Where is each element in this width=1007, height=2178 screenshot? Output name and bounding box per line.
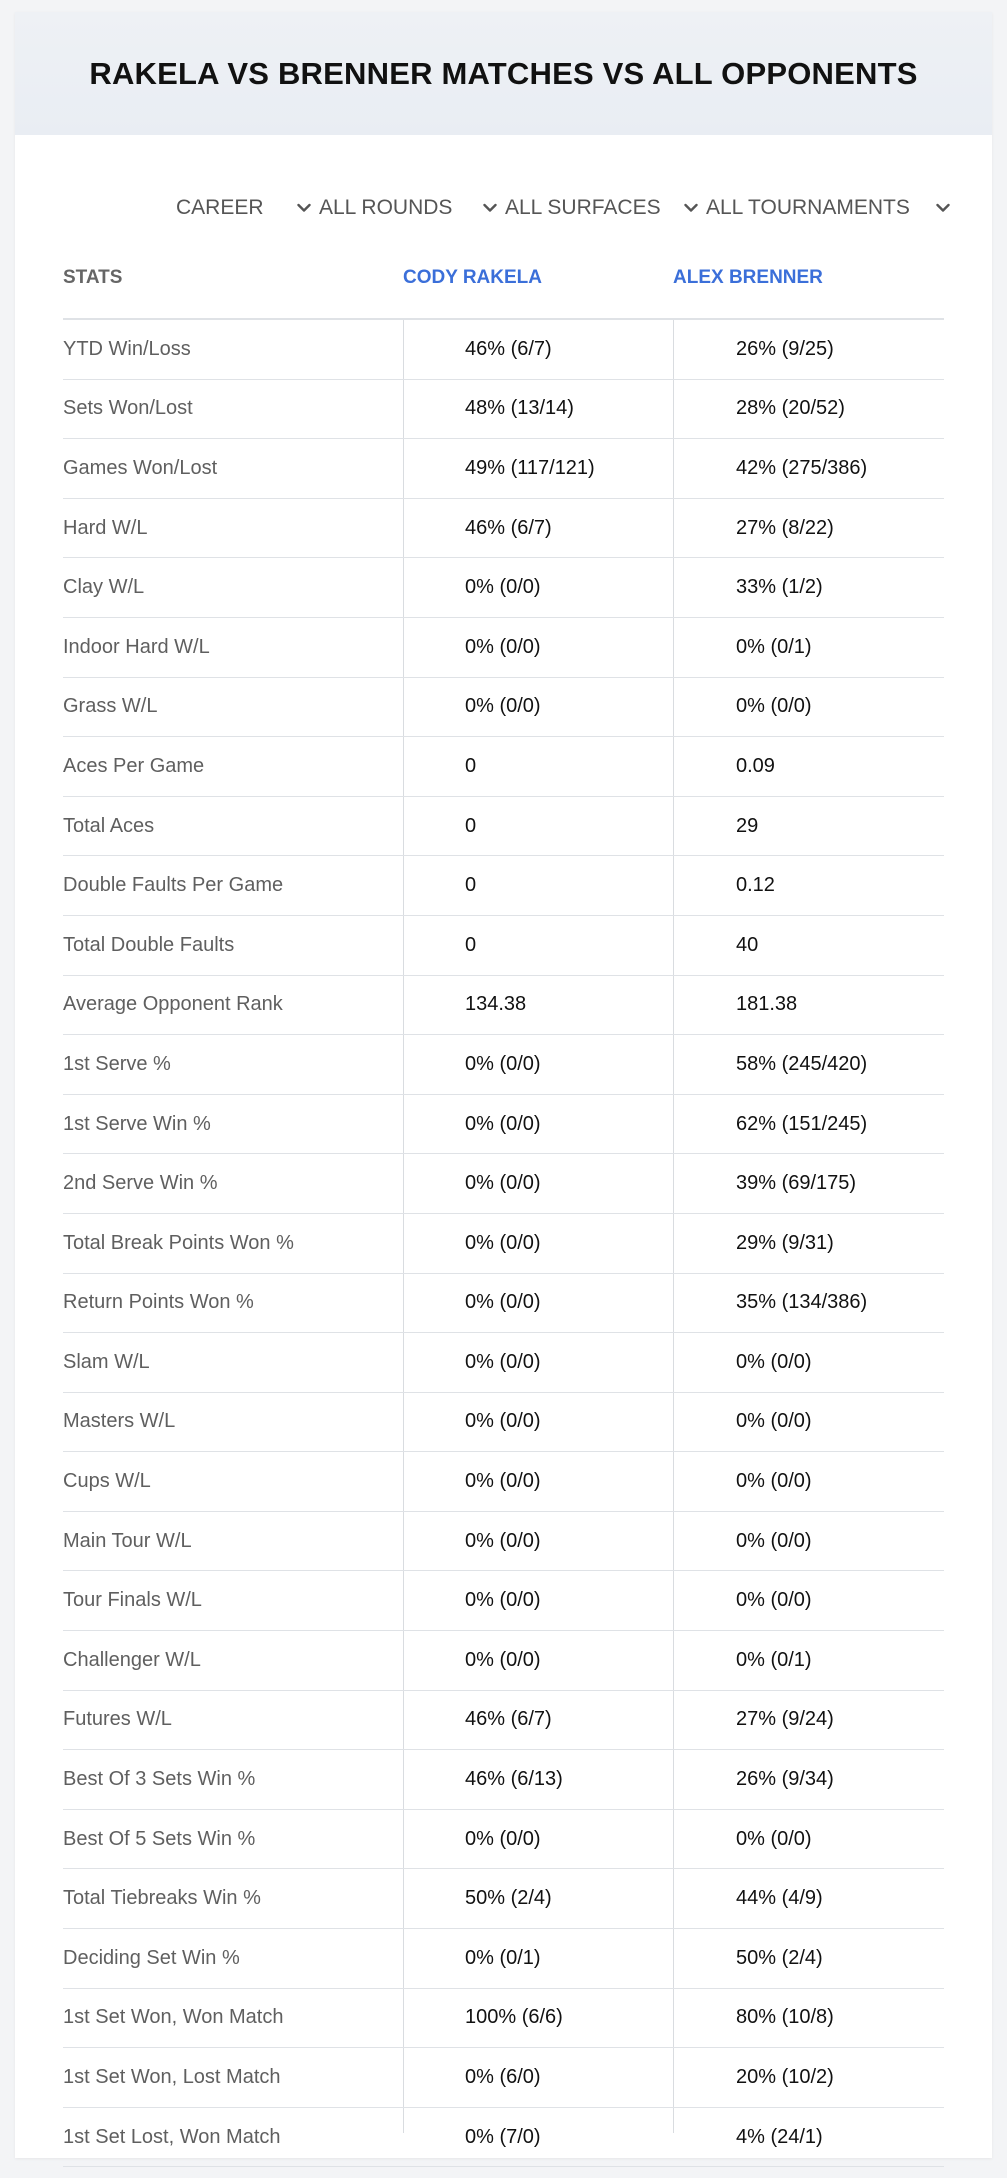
table-row xyxy=(63,1989,944,2049)
table-row xyxy=(63,1631,944,1691)
player-1-value: 0% (0/0) xyxy=(465,1470,541,1493)
row-label: Double Faults Per Game xyxy=(63,874,284,897)
row-label: Challenger W/L xyxy=(63,1648,201,1671)
table-row xyxy=(63,1929,944,1989)
table-header xyxy=(63,238,944,320)
row-label: Clay W/L xyxy=(63,576,145,599)
player-2-value: 181.38 xyxy=(736,993,798,1016)
row-label: 1st Set Won, Won Match xyxy=(63,2006,284,2029)
player-2-value: 58% (245/420) xyxy=(736,1052,868,1075)
table-row xyxy=(63,1869,944,1929)
player-2-value: 50% (2/4) xyxy=(736,1946,823,1969)
player-2-value: 0.12 xyxy=(736,874,775,897)
player-1-value: 134.38 xyxy=(465,993,527,1016)
player-1-value: 0% (0/0) xyxy=(465,1648,541,1671)
table-body xyxy=(63,320,944,2167)
player-1-value: 0% (0/0) xyxy=(465,635,541,658)
table-row xyxy=(63,797,944,857)
row-label: Masters W/L xyxy=(63,1410,176,1433)
table-row xyxy=(63,1154,944,1214)
player-1-value: 0% (6/0) xyxy=(465,2066,541,2089)
row-label: 2nd Serve Win % xyxy=(63,1172,218,1195)
table-row xyxy=(63,1750,944,1810)
player-1-value: 0% (0/0) xyxy=(465,1112,541,1135)
filter-rounds-select[interactable] xyxy=(319,180,499,236)
table-row xyxy=(63,1571,944,1631)
table-row xyxy=(63,1810,944,1870)
stats-card xyxy=(15,12,992,2158)
player-2-value: 0.09 xyxy=(736,754,775,777)
player-2-value: 27% (8/22) xyxy=(736,516,834,539)
row-label: Cups W/L xyxy=(63,1470,151,1493)
player-2-value: 4% (24/1) xyxy=(736,2125,823,2148)
row-label: Grass W/L xyxy=(63,695,158,718)
player-2-value: 0% (0/1) xyxy=(736,635,812,658)
table-row xyxy=(63,1393,944,1453)
player-1-value: 0% (0/1) xyxy=(465,1946,541,1969)
player-2-value: 0% (0/0) xyxy=(736,1350,812,1373)
player-1-value: 46% (6/7) xyxy=(465,1708,552,1731)
filter-tournaments-select[interactable] xyxy=(706,180,952,236)
table-row xyxy=(63,439,944,499)
player-2-value: 44% (4/9) xyxy=(736,1887,823,1910)
row-label: Slam W/L xyxy=(63,1350,150,1373)
row-label: Return Points Won % xyxy=(63,1291,254,1314)
row-label: Futures W/L xyxy=(63,1708,172,1731)
row-label: Deciding Set Win % xyxy=(63,1946,240,1969)
player-2-value: 33% (1/2) xyxy=(736,576,823,599)
table-row xyxy=(63,558,944,618)
player-2-value: 80% (10/8) xyxy=(736,2006,834,2029)
player-2-value: 35% (134/386) xyxy=(736,1291,868,1314)
player-2-value: 27% (9/24) xyxy=(736,1708,834,1731)
player-2-value: 0% (0/0) xyxy=(736,695,812,718)
row-label: Games Won/Lost xyxy=(63,456,218,479)
filter-surfaces-select[interactable] xyxy=(505,180,700,236)
filter-tournaments-label: ALL TOURNAMENTS xyxy=(706,196,910,219)
page-title: RAKELA VS BRENNER MATCHES VS ALL OPPONENTS xyxy=(89,55,918,91)
table-row xyxy=(63,1512,944,1572)
row-label: Total Double Faults xyxy=(63,933,235,956)
player-1-value: 46% (6/7) xyxy=(465,337,552,360)
player-1-value: 46% (6/7) xyxy=(465,516,552,539)
player-1-value: 0% (0/0) xyxy=(465,1172,541,1195)
table-row xyxy=(63,618,944,678)
table-row xyxy=(63,1274,944,1334)
filter-career-select[interactable] xyxy=(176,180,313,236)
chevron-down-icon xyxy=(295,199,313,217)
row-label: Tour Finals W/L xyxy=(63,1589,202,1612)
table-row xyxy=(63,1095,944,1155)
player-1-value: 0 xyxy=(465,874,477,897)
row-label: Indoor Hard W/L xyxy=(63,635,210,658)
table-row xyxy=(63,380,944,440)
player-1-value: 0% (0/0) xyxy=(465,1052,541,1075)
player-2-value: 26% (9/34) xyxy=(736,1768,834,1791)
player-1-value: 0% (0/0) xyxy=(465,576,541,599)
row-label: Hard W/L xyxy=(63,516,148,539)
chevron-down-icon xyxy=(682,199,700,217)
row-label: Total Tiebreaks Win % xyxy=(63,1887,261,1910)
chevron-down-icon xyxy=(481,199,499,217)
row-label: Sets Won/Lost xyxy=(63,397,193,420)
player-1-value: 0% (0/0) xyxy=(465,1350,541,1373)
player-1-value: 48% (13/14) xyxy=(465,397,574,420)
row-label: 1st Serve % xyxy=(63,1052,171,1075)
player-1-value: 0 xyxy=(465,814,477,837)
player-2-value: 0% (0/0) xyxy=(736,1410,812,1433)
player-2-value: 0% (0/0) xyxy=(736,1589,812,1612)
table-row xyxy=(63,1452,944,1512)
player-1-value: 46% (6/13) xyxy=(465,1768,563,1791)
row-label: Best Of 5 Sets Win % xyxy=(63,1827,256,1850)
table-row xyxy=(63,1691,944,1751)
player-1-value: 0 xyxy=(465,754,477,777)
player-2-value: 42% (275/386) xyxy=(736,456,868,479)
player-1-value: 50% (2/4) xyxy=(465,1887,552,1910)
player-1-value: 49% (117/121) xyxy=(465,456,595,479)
player-1-value: 0% (7/0) xyxy=(465,2125,541,2148)
header-player-2[interactable]: ALEX BRENNER xyxy=(673,267,823,288)
row-label: Best Of 3 Sets Win % xyxy=(63,1768,256,1791)
stats-table xyxy=(63,238,944,2167)
row-label: Main Tour W/L xyxy=(63,1529,192,1552)
player-2-value: 28% (20/52) xyxy=(736,397,845,420)
player-2-value: 29 xyxy=(736,814,759,837)
player-2-value: 0% (0/1) xyxy=(736,1648,812,1671)
filter-rounds-label: ALL ROUNDS xyxy=(319,196,453,219)
player-2-value: 39% (69/175) xyxy=(736,1172,857,1195)
player-2-value: 20% (10/2) xyxy=(736,2066,834,2089)
chevron-down-icon xyxy=(934,199,952,217)
row-label: Total Break Points Won % xyxy=(63,1231,294,1254)
table-row xyxy=(63,2108,944,2168)
page-header xyxy=(15,12,992,135)
row-label: YTD Win/Loss xyxy=(63,337,191,360)
table-row xyxy=(63,320,944,380)
table-row xyxy=(63,678,944,738)
player-1-value: 0 xyxy=(465,933,477,956)
header-player-1[interactable]: CODY RAKELA xyxy=(403,267,542,288)
filter-career-label: CAREER xyxy=(176,196,264,219)
filter-surfaces-label: ALL SURFACES xyxy=(505,196,661,219)
header-stats: STATS xyxy=(63,267,123,288)
row-label: Total Aces xyxy=(63,814,155,837)
player-2-value: 29% (9/31) xyxy=(736,1231,834,1254)
table-row xyxy=(63,916,944,976)
table-row xyxy=(63,856,944,916)
row-label: Aces Per Game xyxy=(63,754,205,777)
row-label: 1st Set Won, Lost Match xyxy=(63,2066,281,2089)
table-row xyxy=(63,499,944,559)
row-label: 1st Set Lost, Won Match xyxy=(63,2125,281,2148)
player-2-value: 40 xyxy=(736,933,759,956)
player-1-value: 0% (0/0) xyxy=(465,695,541,718)
row-label: 1st Serve Win % xyxy=(63,1112,211,1135)
player-2-value: 0% (0/0) xyxy=(736,1529,812,1552)
player-1-value: 0% (0/0) xyxy=(465,1410,541,1433)
table-row xyxy=(63,976,944,1036)
table-row xyxy=(63,2048,944,2108)
player-1-value: 0% (0/0) xyxy=(465,1827,541,1850)
player-1-value: 100% (6/6) xyxy=(465,2006,563,2029)
row-label: Average Opponent Rank xyxy=(63,993,283,1016)
player-1-value: 0% (0/0) xyxy=(465,1231,541,1254)
player-1-value: 0% (0/0) xyxy=(465,1589,541,1612)
filter-bar xyxy=(15,180,992,236)
player-1-value: 0% (0/0) xyxy=(465,1291,541,1314)
player-1-value: 0% (0/0) xyxy=(465,1529,541,1552)
player-2-value: 0% (0/0) xyxy=(736,1470,812,1493)
table-row xyxy=(63,1035,944,1095)
player-2-value: 0% (0/0) xyxy=(736,1827,812,1850)
table-row xyxy=(63,737,944,797)
player-2-value: 62% (151/245) xyxy=(736,1112,868,1135)
table-row xyxy=(63,1333,944,1393)
player-2-value: 26% (9/25) xyxy=(736,337,834,360)
table-row xyxy=(63,1214,944,1274)
